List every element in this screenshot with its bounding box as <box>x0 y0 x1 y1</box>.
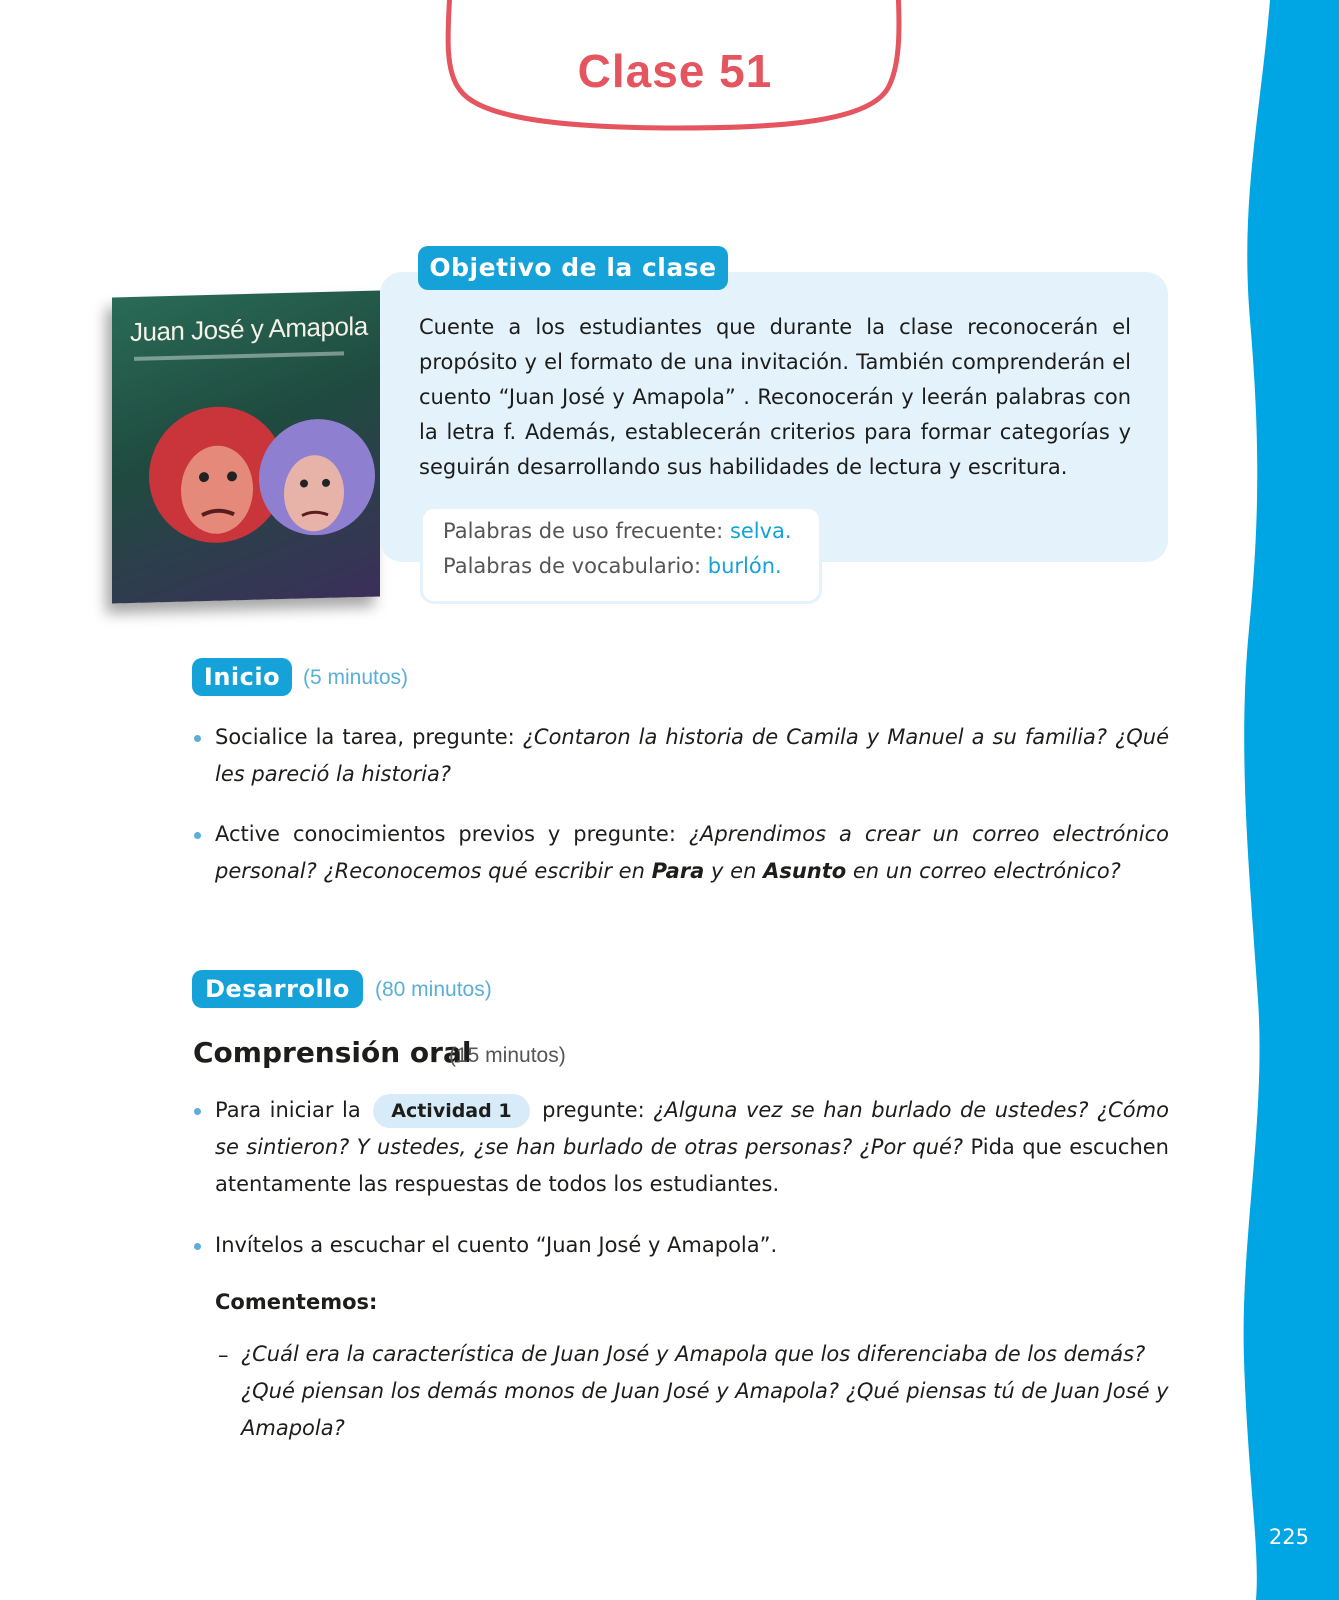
bullet-dot <box>194 1108 201 1115</box>
desarrollo-bullet-1-end: Pida que escuchen atentamente las respuestas de todos los estudiantes. <box>215 1135 1169 1196</box>
bullet-dot <box>194 832 201 839</box>
book-cover-subtitle-line <box>134 351 344 360</box>
frequent-words-label: Palabras de uso frecuente: <box>443 519 724 543</box>
inicio-duration: (5 minutos) <box>303 666 409 689</box>
desarrollo-bullet-1-ask: pregunte: <box>542 1098 645 1122</box>
desarrollo-bullet-1 <box>215 1092 1169 1203</box>
class-title: Clase 51 <box>577 45 773 97</box>
desarrollo-bullet-2: Invítelos a escuchar el cuento “Juan José y Amapola”. <box>215 1233 778 1257</box>
keyword-asunto: Asunto <box>763 859 847 883</box>
comprension-oral-duration: (15 minutos) <box>449 1044 566 1067</box>
inicio-bullet-1-lead: Socialice la tarea, pregunte: <box>215 725 515 749</box>
vocabulary-words-line <box>443 554 782 578</box>
inicio-bullet-2 <box>215 816 1169 890</box>
desarrollo-duration: (80 minutos) <box>375 978 492 1001</box>
vocabulary-word: burlón. <box>707 554 782 578</box>
dash-marker: – <box>218 1343 229 1367</box>
comentemos-question: ¿Cuál era la característica de Juan José y Amapola que los diferenciaba de los demás? ¿Qué piensan los demás monos de Juan José y Amapola? ¿Qué piensas tú de Juan José y Amapola? <box>241 1342 1169 1440</box>
bullet-dot <box>194 735 201 742</box>
purple-monkey-illustration <box>252 405 380 558</box>
side-wave-decoration <box>1230 0 1339 1600</box>
desarrollo-bullet-1-lead: Para iniciar la <box>215 1098 361 1122</box>
frequent-word: selva. <box>729 519 792 543</box>
book-cover-title: Juan José y Amapola <box>130 310 368 348</box>
frequent-words-line <box>443 519 792 543</box>
inicio-bullet-2-question: ¿Aprendimos a crear un correo electrónico personal? ¿Reconocemos qué escribir en <box>215 822 1169 883</box>
comentemos-heading: Comentemos: <box>215 1290 378 1314</box>
inicio-bullet-2-lead: Active conocimientos previos y pregunte: <box>215 822 676 846</box>
comprension-oral-heading: Comprensión oral <box>193 1036 472 1069</box>
objective-text: Cuente a los estudiantes que durante la clase reconocerán el propósito y el formato de una invitación. También comprenderán el cuento “Juan José y Amapola” . Reconocerán y leerán palabras con la letra f. Además, establecerán criterios para formar categorías y seguirán desarrollando sus habilidades de lectura y escritura. <box>419 315 1131 479</box>
vocabulary-words-label: Palabras de vocabulario: <box>443 554 702 578</box>
inicio-label: Inicio <box>192 658 292 696</box>
inicio-bullet-1-question: ¿Contaron la historia de Camila y Manuel a su familia? ¿Qué les pareció la historia? <box>215 725 1169 786</box>
inicio-bullet-2-end: en un correo electrónico? <box>852 859 1121 883</box>
page-number: 225 <box>1268 1525 1309 1549</box>
inicio-bullet-1 <box>215 719 1169 793</box>
keyword-para: Para <box>651 859 705 883</box>
inicio-bullet-2-connector: y en <box>711 859 757 883</box>
objective-label: Objetivo de la clase <box>418 246 728 290</box>
activity-1-chip: Actividad 1 <box>373 1094 529 1128</box>
desarrollo-bullet-1-question: ¿Alguna vez se han burlado de ustedes? ¿Cómo se sintieron? Y ustedes, ¿se han burlado de otras personas? ¿Por qué? <box>215 1098 1169 1159</box>
desarrollo-label: Desarrollo <box>192 970 363 1008</box>
book-cover-image <box>112 290 380 603</box>
vocabulary-box <box>420 506 822 604</box>
bullet-dot <box>194 1243 201 1250</box>
